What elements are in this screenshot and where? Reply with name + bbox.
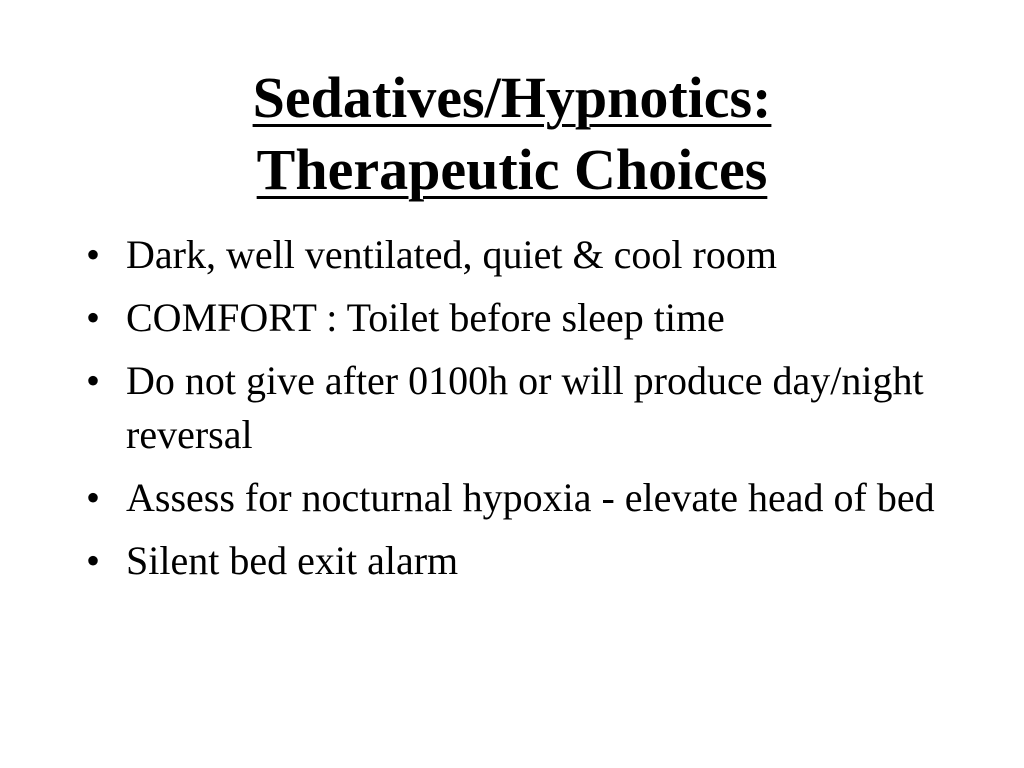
title-line-1: Sedatives/Hypnotics:: [252, 65, 772, 130]
bullet-item: [80, 291, 960, 345]
bullet-dot-icon: •: [86, 475, 101, 520]
bullet-dot-icon: •: [86, 232, 101, 277]
bullet-text: Silent bed exit alarm: [126, 538, 459, 583]
bullet-item: [80, 471, 960, 525]
bullet-dot-icon: •: [86, 358, 101, 403]
title-line-2: Therapeutic Choices: [256, 137, 768, 202]
bullet-text: Assess for nocturnal hypoxia - elevate head of bed: [126, 475, 935, 520]
bullet-dot-icon: •: [86, 538, 101, 583]
bullet-list: [80, 228, 960, 597]
bullet-item: [80, 228, 960, 282]
bullet-item: [80, 534, 960, 588]
bullet-text: Dark, well ventilated, quiet & cool room: [126, 232, 777, 277]
bullet-item: [80, 354, 960, 462]
bullet-text: Do not give after 0100h or will produce day/night reversal: [126, 358, 924, 457]
slide-title: [0, 62, 1024, 206]
bullet-dot-icon: •: [86, 295, 101, 340]
bullet-text: COMFORT : Toilet before sleep time: [126, 295, 725, 340]
